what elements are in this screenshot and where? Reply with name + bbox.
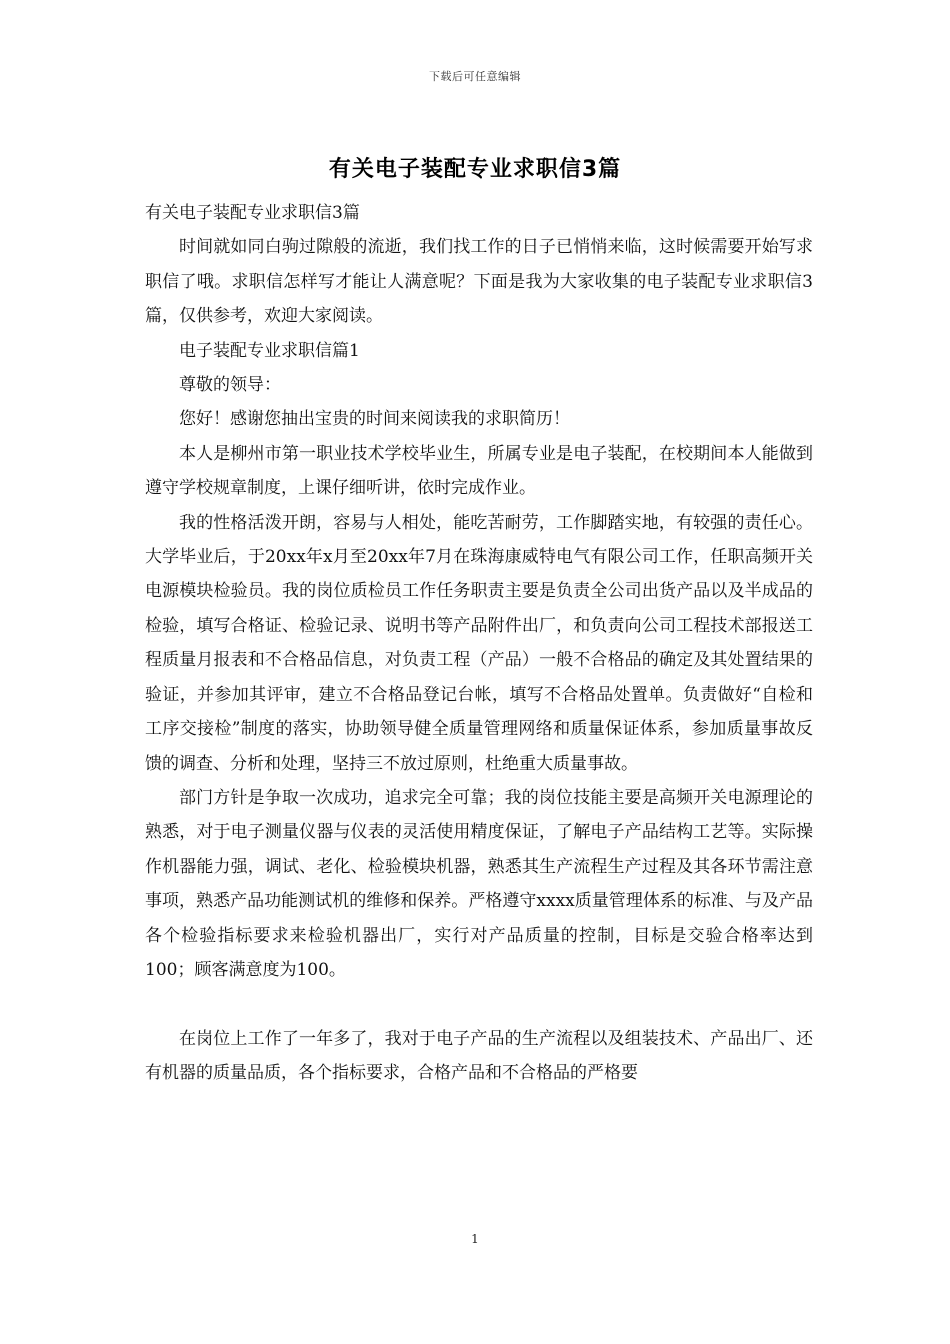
salutation: 尊敬的领导：: [179, 375, 281, 396]
document-body: [145, 196, 813, 1091]
paragraph-skills: 部门方针是争取一次成功，追求完全可靠；我的岗位技能主要是高频开关电源理论的熟悉，对于电子测量仪器与仪表的灵活使用精度保证，了解电子产品结构工艺等。实际操作机器能力强，调试、老化、检验模块机器，熟悉其生产流程生产过程及其各环节需注意事项，熟悉产品功能测试机的维修和保养。严格遵守xxxx质量管理体系的标准、与及产品各个检验指标要求来检验机器出厂，实行对产品质量的控制，目标是交验合格率达到100；顾客满意度为100。: [145, 787, 813, 980]
paragraph-experience: 我的性格活泼开朗，容易与人相处，能吃苦耐劳，工作脚踏实地，有较强的责任心。大学毕业后，于20xx年x月至20xx年7月在珠海康威特电气有限公司工作，任职高频开关电源模块检验员。我的岗位质检员工作任务职责主要是负责全公司出货产品以及半成品的检验，填写合格证、检验记录、说明书等产品附件出厂，和负责向公司工程技术部报送工程质量月报表和不合格品信息，对负责工程（产品）一般不合格品的确定及其处置结果的验证，并参加其评审，建立不合格品登记台帐，填写不合格品处置单。负责做好“自检和工序交接检”制度的落实，协助领导健全质量管理网络和质量保证体系，参加质量事故反馈的调查、分析和处理，坚持三不放过原则，杜绝重大质量事故。: [145, 512, 813, 774]
document-subtitle: 有关电子装配专业求职信3篇: [145, 203, 360, 223]
page-number: 1: [471, 1232, 479, 1246]
section-heading: 电子装配专业求职信篇1: [179, 340, 360, 361]
paragraph-education: 本人是柳州市第一职业技术学校毕业生，所属专业是电子装配，在校期间本人能做到遵守学校规章制度，上课仔细听讲，依时完成作业。: [145, 443, 813, 499]
header-note: 下载后可任意编辑: [429, 70, 521, 83]
paragraph-continued: 在岗位上工作了一年多了，我对于电子产品的生产流程以及组装技术、产品出厂、还有机器的质量品质，各个指标要求，合格产品和不合格品的严格要: [145, 1028, 813, 1084]
blank-line: [145, 987, 813, 1021]
document-title: 有关电子装配专业求职信3篇: [328, 157, 622, 182]
greeting: 您好！感谢您抽出宝贵的时间来阅读我的求职简历！: [179, 409, 570, 430]
paragraph-intro: 时间就如同白驹过隙般的流逝，我们找工作的日子已悄悄来临，这时候需要开始写求职信了哦。求职信怎样写才能让人满意呢？下面是我为大家收集的电子装配专业求职信3篇，仅供参考，欢迎大家阅读。: [145, 237, 813, 327]
